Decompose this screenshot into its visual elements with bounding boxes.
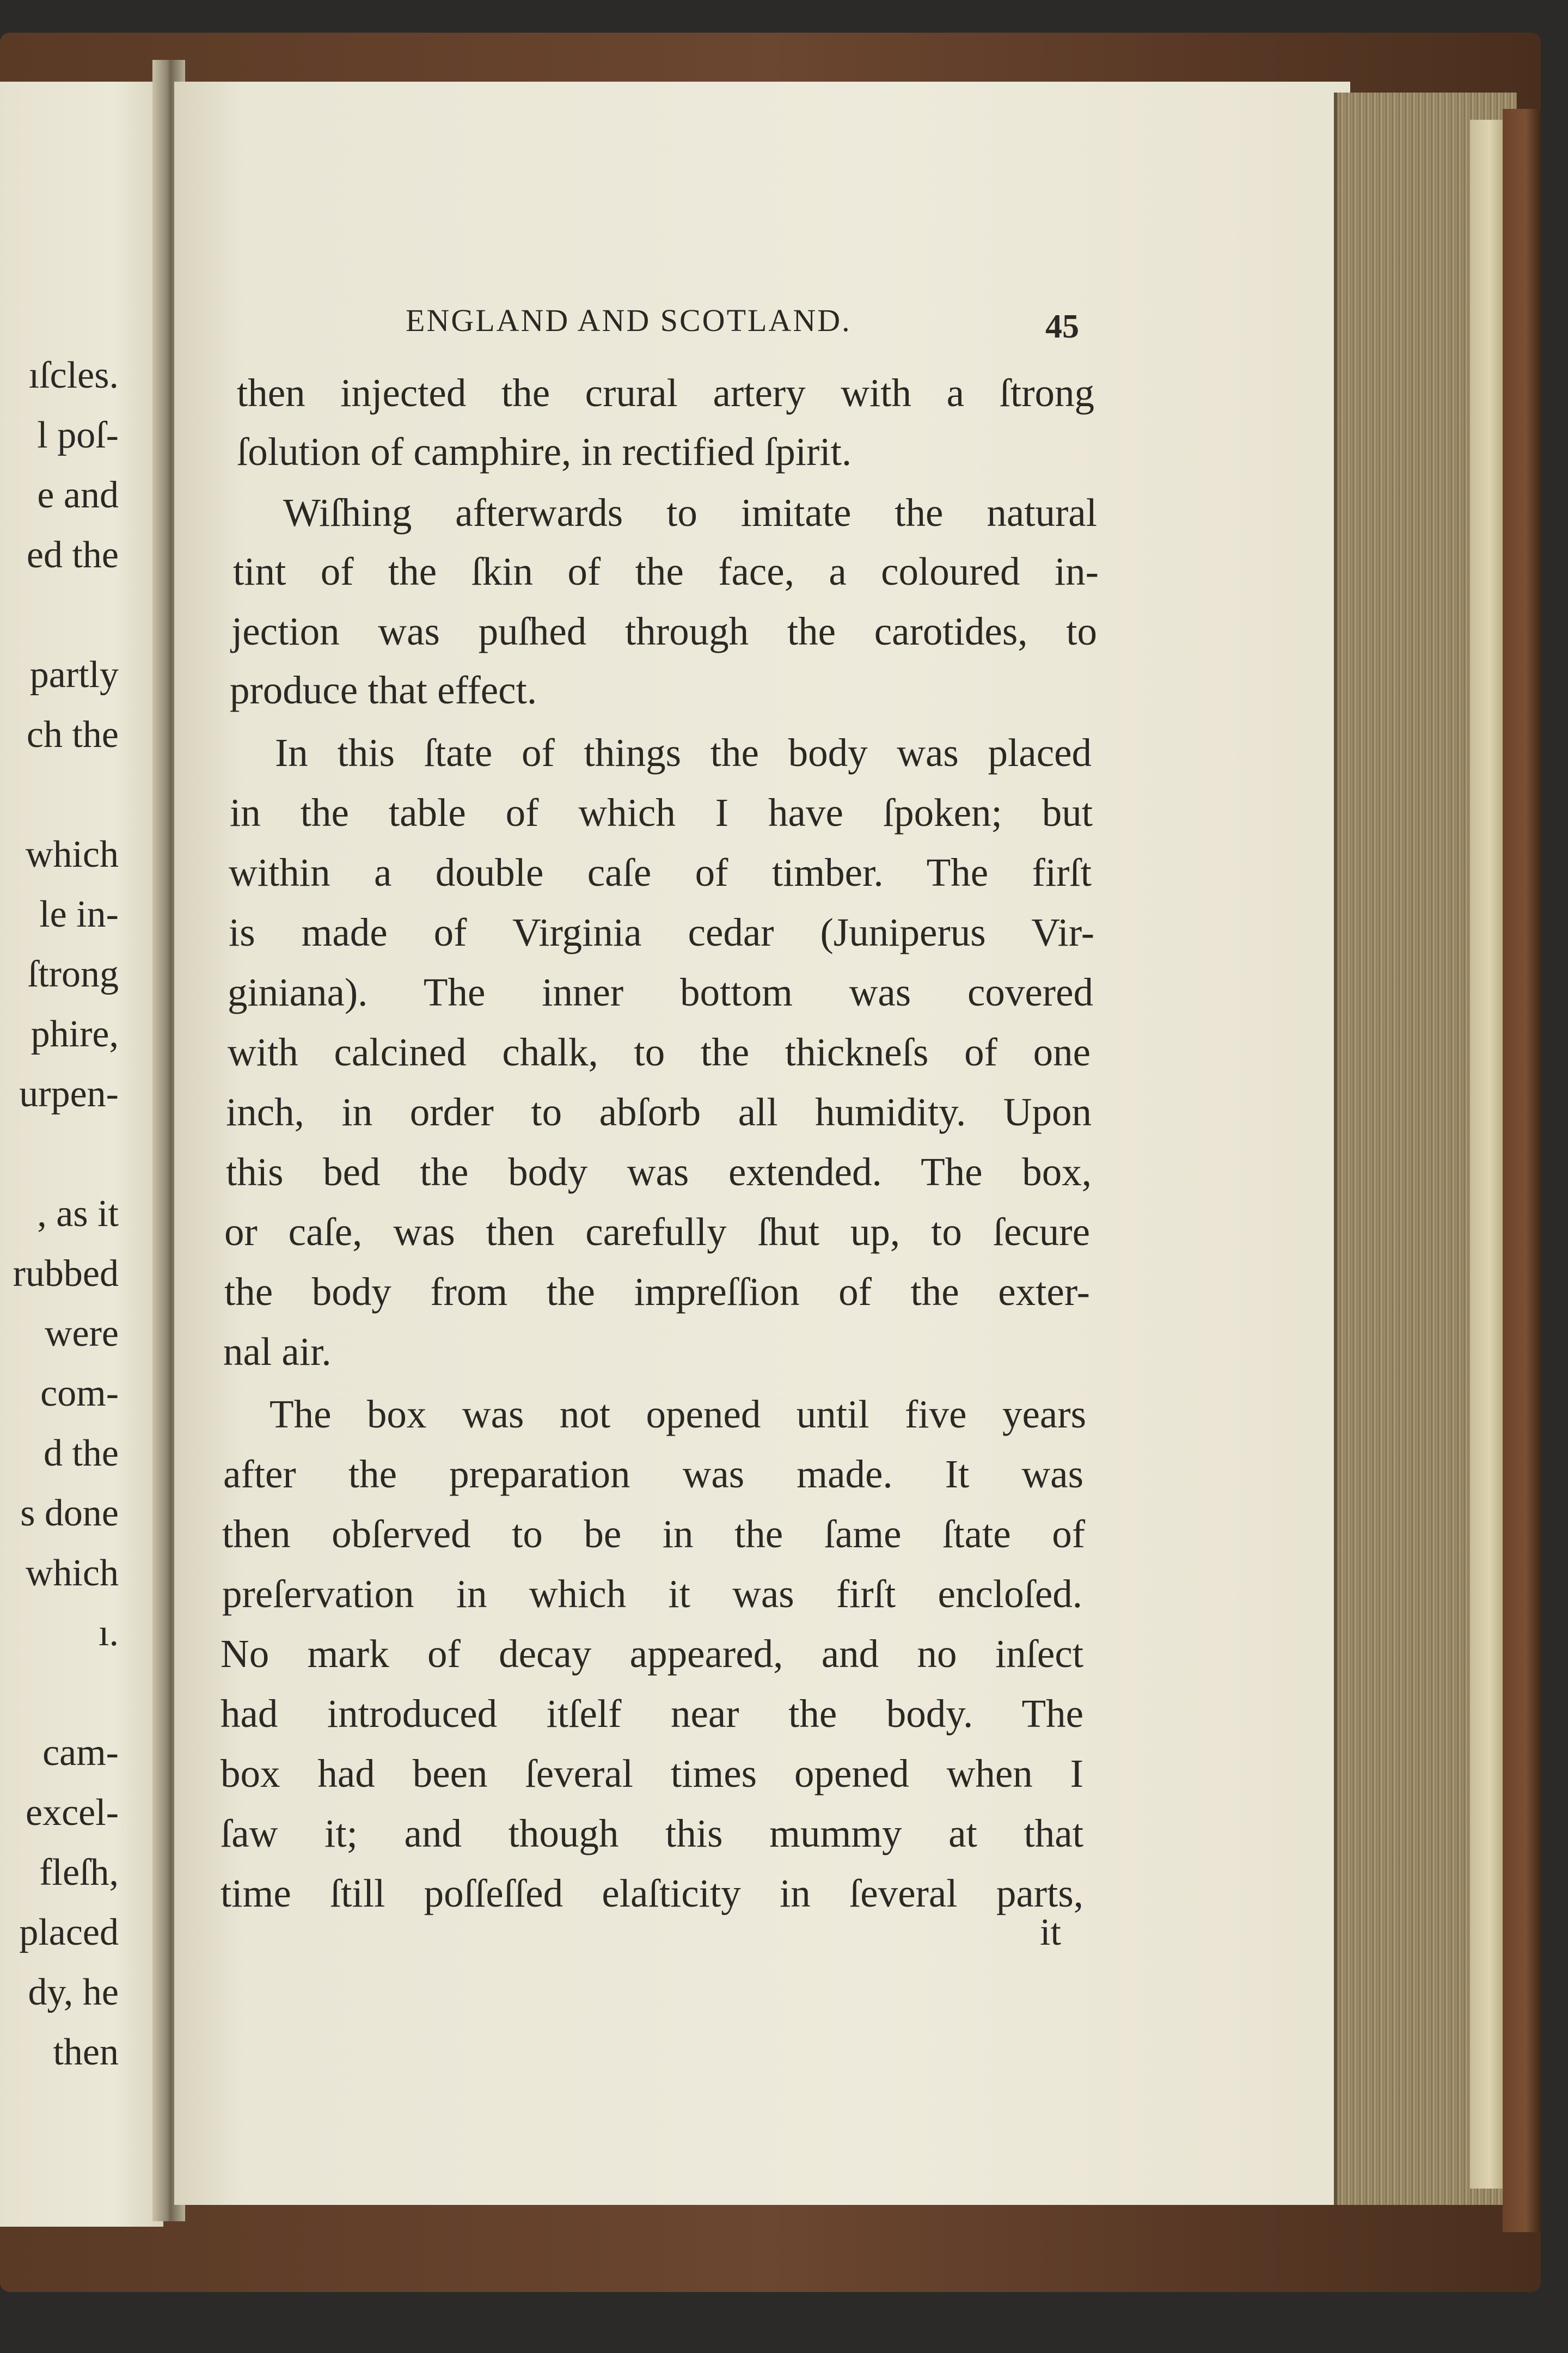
body-line: ſaw it; and though this mummy at that bbox=[220, 1811, 1083, 1855]
left-page-line: placed bbox=[19, 1911, 119, 1953]
left-page-line: cam- bbox=[42, 1732, 119, 1774]
body-line: tint of the ſkin of the face, a coloured in- bbox=[233, 549, 1099, 593]
left-page-line: were bbox=[44, 1313, 119, 1355]
body-line: ſolution of camphire, in rectified ſpirit. bbox=[237, 430, 852, 474]
leather-cover-edge bbox=[1503, 109, 1541, 2232]
body-line: after the preparation was made. It was bbox=[223, 1452, 1083, 1496]
body-line: giniana). The inner bottom was covered bbox=[228, 970, 1093, 1014]
page-number: 45 bbox=[1045, 308, 1079, 345]
left-page-line: com- bbox=[40, 1372, 119, 1414]
body-line: box had been ſeveral times opened when I bbox=[220, 1751, 1083, 1796]
left-page-line: which bbox=[25, 834, 119, 875]
body-line: is made of Virginia cedar (Juniperus Vir- bbox=[229, 910, 1094, 954]
left-page-line: excel- bbox=[26, 1792, 119, 1834]
body-line: time ſtill poſſeſſed elaſticity in ſeveral parts, bbox=[220, 1871, 1083, 1915]
left-page-line: dy, he bbox=[28, 1971, 119, 2013]
body-line: preſervation in which it was firſt encloſed. bbox=[222, 1572, 1082, 1616]
left-page-line: le in- bbox=[39, 893, 119, 935]
left-page-line: rubbed bbox=[13, 1253, 119, 1295]
body-line: No mark of decay appeared, and no inſect bbox=[220, 1632, 1083, 1676]
left-page-line: ıſcles. bbox=[28, 354, 119, 396]
left-page-line: s done bbox=[20, 1492, 119, 1534]
left-page-line: ch the bbox=[26, 714, 119, 756]
left-page-line: fleſh, bbox=[39, 1852, 119, 1894]
left-page bbox=[0, 82, 163, 2227]
left-page-line: then bbox=[53, 2031, 119, 2073]
left-page-line: ſtrong bbox=[27, 953, 119, 995]
body-line: this bed the body was extended. The box, bbox=[226, 1150, 1092, 1194]
body-line: with calcined chalk, to the thickneſs of one bbox=[228, 1030, 1091, 1074]
left-page-line: phire, bbox=[30, 1013, 119, 1055]
body-line: inch, in order to abſorb all humidity. Upon bbox=[226, 1090, 1092, 1134]
left-page-line: , as it bbox=[37, 1193, 119, 1235]
left-page-line: d the bbox=[43, 1432, 119, 1474]
left-page-line: e and bbox=[37, 474, 119, 516]
left-page-line: ı. bbox=[99, 1612, 119, 1654]
body-line: then obſerved to be in the ſame ſtate of bbox=[222, 1512, 1085, 1556]
body-line: the body from the impreſſion of the exter- bbox=[224, 1270, 1090, 1314]
left-page-line: partly bbox=[29, 654, 119, 696]
left-page-line: ed the bbox=[26, 534, 119, 576]
left-page-line: which bbox=[25, 1552, 119, 1594]
body-line: had introduced itſelf near the body. The bbox=[220, 1692, 1083, 1736]
body-line: in the table of which I have ſpoken; but bbox=[230, 791, 1093, 835]
body-line: Wiſhing afterwards to imitate the natural bbox=[283, 491, 1097, 535]
body-line: or caſe, was then carefully ſhut up, to ſecure bbox=[224, 1210, 1090, 1254]
body-line: The box was not opened until five years bbox=[270, 1392, 1086, 1436]
running-head: ENGLAND AND SCOTLAND. bbox=[406, 303, 852, 338]
body-line: produce that effect. bbox=[230, 668, 537, 712]
catchword: it bbox=[1040, 1911, 1061, 1953]
body-line: nal air. bbox=[223, 1329, 332, 1374]
page-block-edge-highlight bbox=[1470, 120, 1503, 2189]
left-page-line: urpen- bbox=[19, 1073, 119, 1115]
body-line: within a double caſe of timber. The firſt bbox=[229, 850, 1092, 894]
left-page-line: l poſ- bbox=[37, 414, 119, 456]
body-line: In this ſtate of things the body was placed bbox=[275, 731, 1092, 775]
body-line: then injected the crural artery with a ſtrong bbox=[237, 371, 1094, 415]
body-line: jection was puſhed through the carotides, to bbox=[231, 609, 1097, 653]
